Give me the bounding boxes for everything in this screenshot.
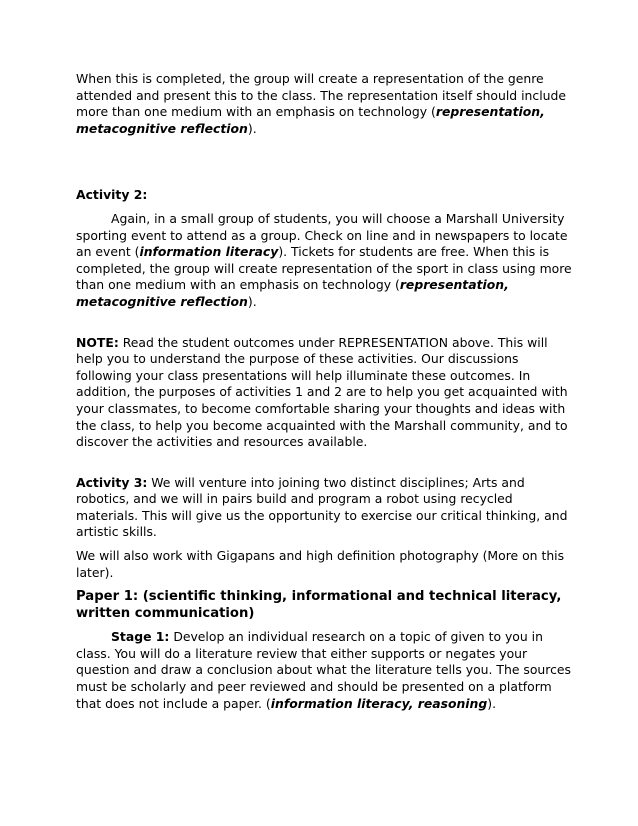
paragraph-end: ). [247,120,257,136]
outcome-emphasis: representation, metacognitive reflection [76,104,545,136]
paper-1-label: Paper 1: (scientific thinking, informational and technical literacy, written communication) [76,589,562,622]
paragraph-activity-2 [76,211,572,311]
paragraph-end: ). [487,695,497,711]
outcome-emphasis: representation, metacognitive reflection [76,277,509,309]
outcome-emphasis: information literacy [139,244,279,260]
activity-2-heading [76,187,572,204]
paragraph-representation [76,71,572,137]
stage-1-label: Stage 1: [111,629,170,645]
paragraph-end: ). [247,293,257,309]
activity-2-label: Activity 2: [76,187,148,203]
paragraph-text: When this is completed, the group will create a representation of the genre attended and present this to the class. The representation itself should include more than one medium with an emphasis on technology ( [76,71,566,120]
note-label: NOTE: [76,334,119,350]
document-page [76,71,572,712]
paragraph-text: We will also work with Gigapans and high definition photography (More on this later). [76,548,565,580]
paragraph-stage-1 [76,629,572,712]
paragraph-text: Again, in a small group of students, you will choose a Marshall University sporting event to attend as a group. Check on line and in newspapers to locate an event ( [76,210,568,260]
outcome-emphasis: information literacy, reasoning [270,695,488,711]
paragraph-gigapans [76,548,572,581]
paper-1-heading [76,588,572,622]
paragraph-text: We will venture into joining two distinct disciplines; Arts and robotics, and we will in pairs build and program a robot using recycled materials. This will give us the opportunity to exercise our critical thinking, and artistic skills. [76,474,568,540]
paragraph-activity-3 [76,475,572,541]
paragraph-text: Develop an individual research on a topic of given to you in class. You will do a literature review that either supports or negates your question and draw a conclusion about what the literature tells you. The sources must be scholarly and peer reviewed and should be presented on a platform that does not include a paper. ( [76,629,571,711]
activity-3-label: Activity 3: [76,474,148,490]
paragraph-text: Read the student outcomes under REPRESENTATION above. This will help you to understand the purpose of these activities. Our discussions following your class presentations will help illuminate these outcomes. In addition, the purposes of activities 1 and 2 are to help you get acquainted with your classmates, to become comfortable sharing your thoughts and ideas with the class, to help you become acquainted with the Marshall community, and to discover the activities and resources available. [76,334,568,450]
paragraph-text: ). Tickets for students are free. When this is completed, the group will create representation of the sport in class using more than one medium with an emphasis on technology ( [76,244,572,293]
paragraph-note [76,335,572,451]
